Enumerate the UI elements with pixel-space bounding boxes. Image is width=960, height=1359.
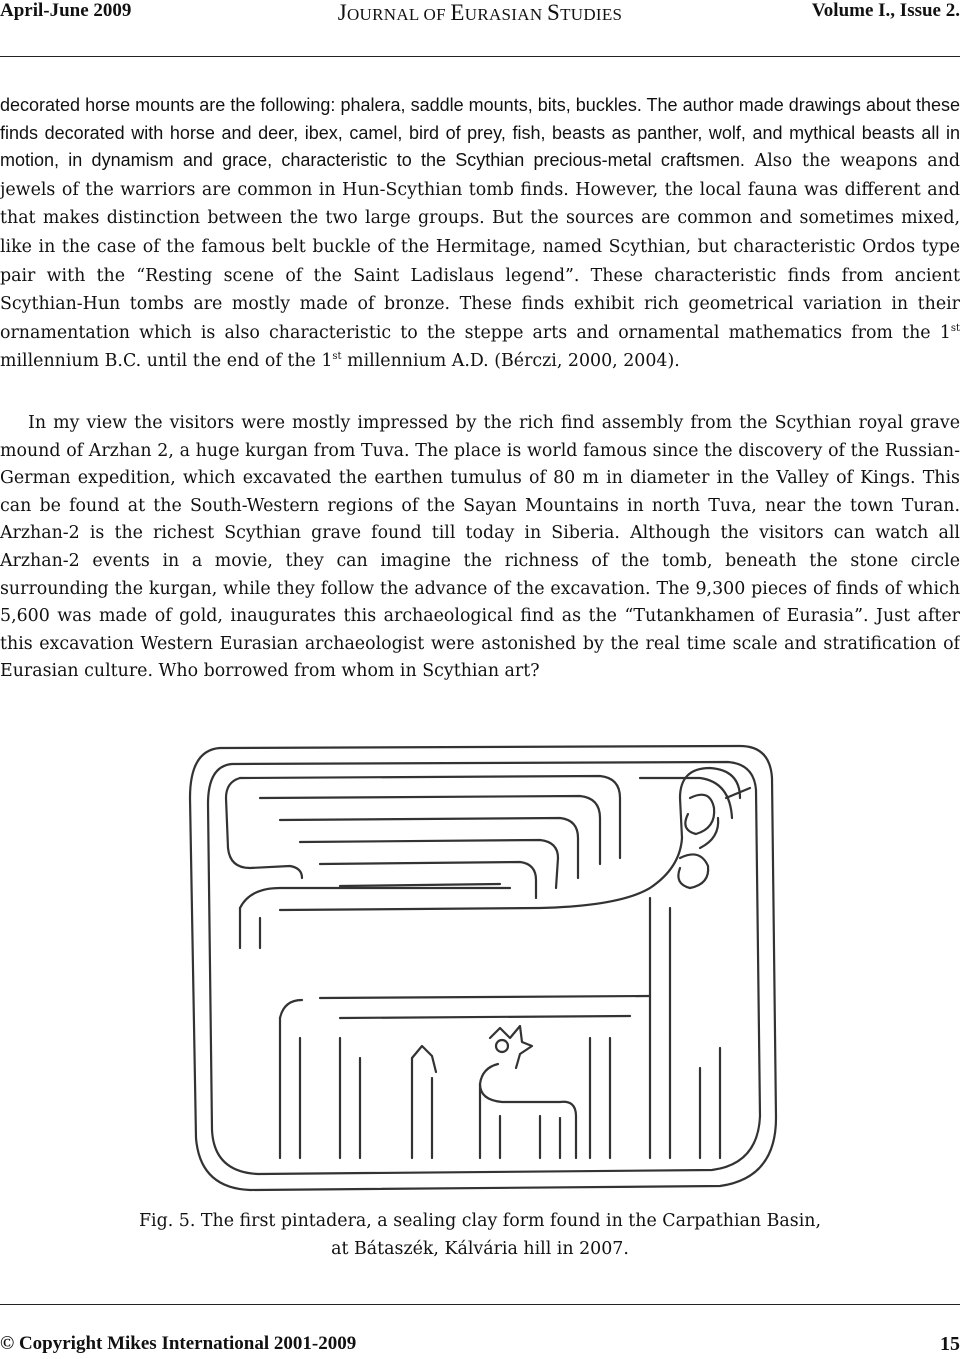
page-number: 15 [940,1333,960,1355]
pintadera-drawing [180,738,780,1198]
paragraph-2: In my view the visitors were mostly impressed by the rich find assembly from the Scythian royal grave mound of Arzhan 2, a huge kurgan from Tuva. The place is world famous since the discovery of the Russian-German expedition, which excavated the earthen tumulus of 80 m in diameter in the Valley of Kings. This can be found at the South-Western regions of the Sayan Mountains in north Tuva, near the town Turan. Arzhan-2 is the richest Scythian grave found till today in Siberia. Although the visitors can watch all Arzhan-2 events in a movie, they can imagine the richness of the tomb, beneath the stone circle surrounding the kurgan, while they follow the advance of the excavation. The 9,300 pieces of finds of which 5,600 was made of gold, inaugurates this archaeological find as the “Tutankhamen of Eurasia”. Just after this excavation Western Eurasian archaeologist were astonished by the real time scale and stratification of Eurasian culture. Who borrowed from whom in Scythian art? [0,413,960,682]
issue-date: April-June 2009 [0,0,132,21]
paragraph-1-serif: Also the weapons and jewels of the warriors are common in Hun-Scythian tomb finds. However, the local fauna was different and that makes distinction between the two large groups. But the sources are common and sometimes mixed, like in the case of the famous belt buckle of the Hermitage, named Scythian, but characteristic Ordos type pair with the “Resting scene of the Saint Ladislaus legend”. These characteristic finds from ancient Scythian-Hun tombs are mostly made of bronze. These finds exhibit rich geometrical variation in their ornamentation which is also characteristic to the steppe arts and ornamental mathematics from the 1st millennium B.C. until the end of the 1st millennium A.D. (Bérczi, 2000, 2004). [0,151,960,372]
journal-title: JOURNAL OF EURASIAN STUDIES [337,0,623,25]
paragraph-1-sans: decorated horse mounts are the following: phalera, saddle mounts, bits, buckles. The author made drawings about these finds decorated with horse and deer, ibex, camel, bird of prey, fish, beasts as panther, wolf, and mythical beasts all in motion, in dynamism and grace, characteristic to the Scythian precious-metal craftsmen. [0,95,960,171]
paragraph-1 [0,92,960,376]
footer-rule [0,1304,960,1305]
page-header [0,0,960,58]
volume-issue: Volume I., Issue 2. [811,0,960,21]
header-rule [0,56,960,57]
copyright-notice: © Copyright Mikes International 2001-2009 [0,1333,357,1354]
figure-caption: Fig. 5. The first pintadera, a sealing clay form found in the Carpathian Basin, at Bátaszék, Kálvária hill in 2007. [138,1211,821,1259]
